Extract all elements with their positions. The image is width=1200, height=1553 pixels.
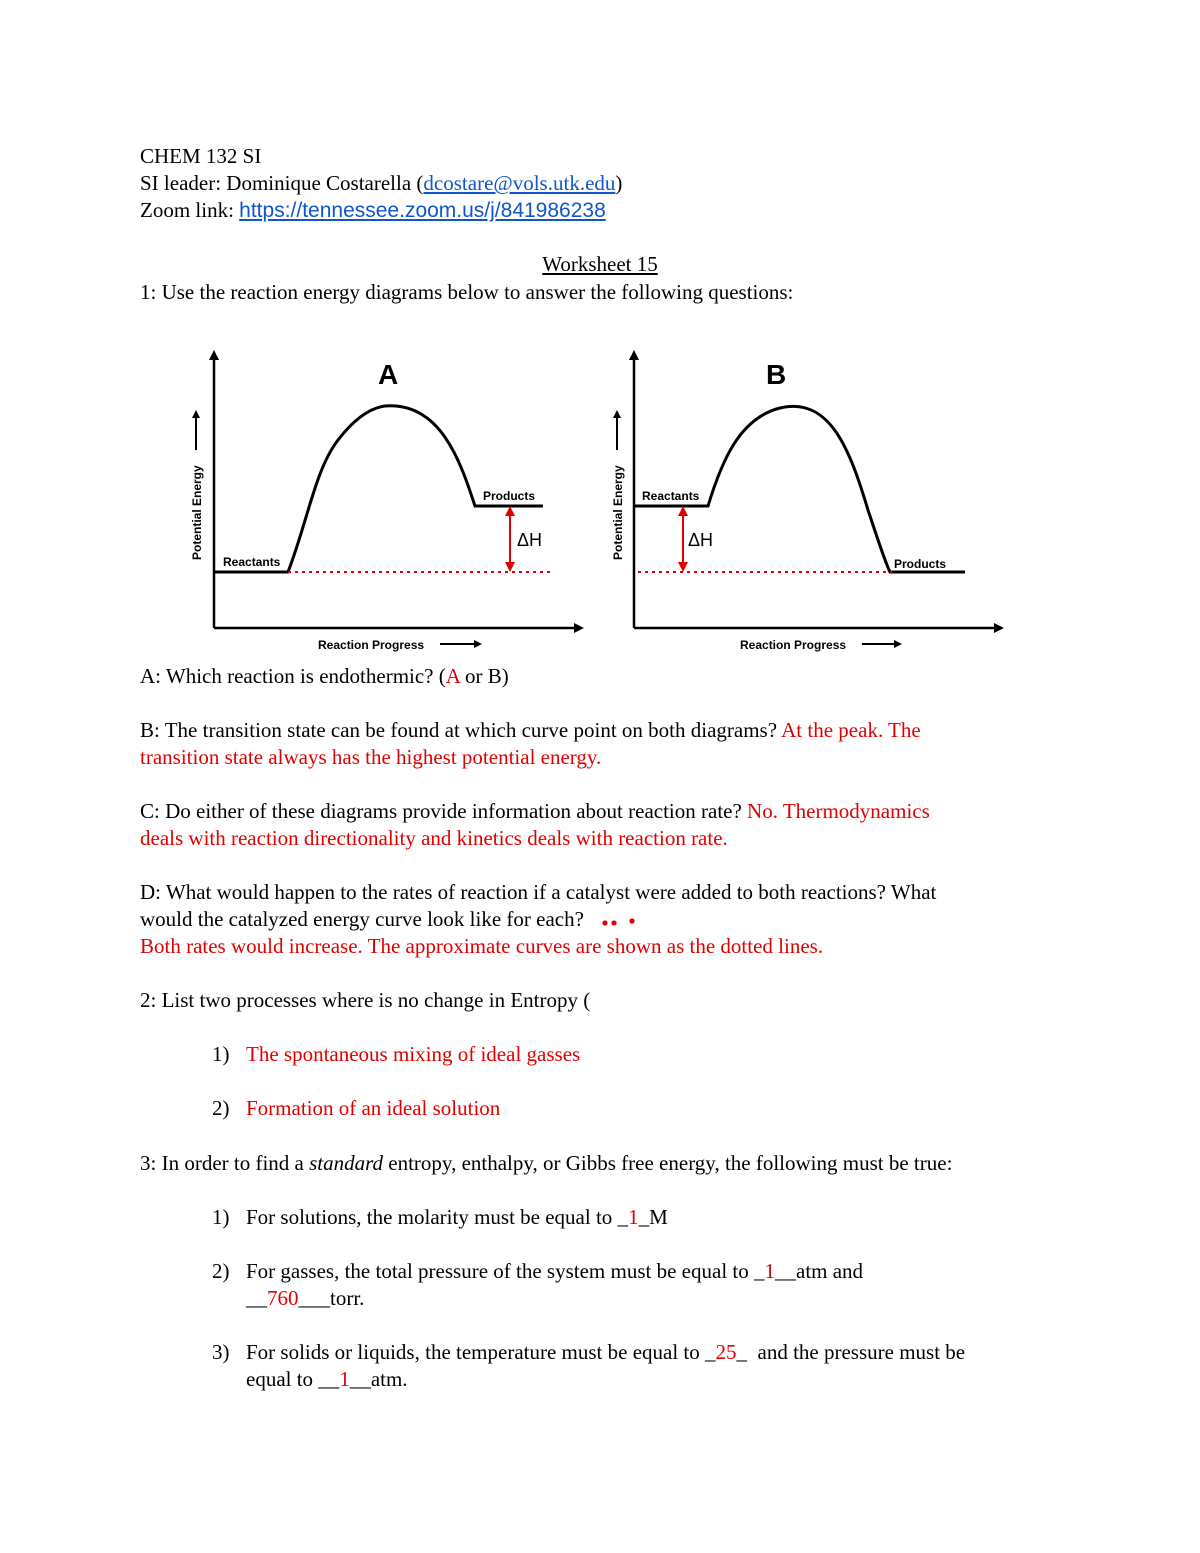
q1b-answer-part1: At the peak. The [781, 718, 921, 742]
q1d-question-part2: would the catalyzed energy curve look like for each? [140, 907, 584, 931]
q1c-question: C: Do either of these diagrams provide information about reaction rate? [140, 799, 748, 823]
q3-item-2-line1 [212, 1258, 863, 1285]
q2-prompt: 2: List two processes where is no change in Entropy ( [140, 988, 591, 1012]
diagram-a-reactants-label: Reactants [223, 555, 281, 569]
q3-prompt-end: entropy, enthalpy, or Gibbs free energy, the following must be true: [383, 1151, 953, 1175]
q3-item-3-line2 [246, 1366, 408, 1393]
zoom-label: Zoom link: [140, 198, 240, 222]
diagram-b-title: B [766, 359, 787, 390]
q3-item-3-answer-temp: 25 [715, 1340, 737, 1364]
si-leader-label: SI leader: Dominique Costarella ( [140, 171, 424, 195]
diagram-b [611, 350, 1004, 652]
q3-item-2-line2 [246, 1285, 364, 1312]
q2-item-2 [212, 1095, 500, 1122]
diagram-a-x-label: Reaction Progress [318, 638, 425, 652]
diagram-a-delta-h-down-icon [505, 562, 515, 572]
si-leader-line [140, 170, 622, 197]
q3-item-3-line1 [212, 1339, 965, 1366]
q1b-answer-part2: transition state always has the highest potential energy. [140, 745, 602, 769]
q1c-answer-part1: No. Thermodynamics [747, 799, 930, 823]
energy-diagrams [140, 340, 1020, 660]
diagram-b-x-label: Reaction Progress [740, 638, 847, 652]
diagram-b-y-arrow-icon [629, 350, 639, 360]
si-leader-close: ) [615, 171, 623, 195]
red-dots-icon [597, 913, 647, 929]
q1a-question: A: Which reaction is endothermic? ( [140, 664, 446, 688]
q3-item-3-unit: __atm. [349, 1367, 408, 1391]
q1d-question-line2 [140, 906, 647, 933]
diagram-b-reactants-label: Reactants [642, 489, 700, 503]
q3-item-1-text: For solutions, the molarity must be equal to _ [246, 1205, 629, 1229]
q2-item-1-number: 1) [212, 1042, 230, 1066]
q3-item-2-number: 2) [212, 1259, 230, 1283]
q3-item-2-answer-torr: 760 [267, 1286, 299, 1310]
q3-prompt-start: 3: In order to find a [140, 1151, 310, 1175]
diagram-a-products-label: Products [483, 489, 536, 503]
q3-item-1 [212, 1204, 668, 1231]
q1c-answer-part2: deals with reaction directionality and kinetics deals with reaction rate. [140, 826, 728, 850]
worksheet-title: Worksheet 15 [542, 252, 658, 276]
q2-item-2-text: Formation of an ideal solution [246, 1096, 501, 1120]
q3-item-3-text: For solids or liquids, the temperature must be equal to _ [246, 1340, 716, 1364]
q1a-question-tail: or B) [459, 664, 509, 688]
diagram-b-delta-h-label: ΔH [688, 530, 714, 550]
q3-item-1-number: 1) [212, 1205, 230, 1229]
q3-item-2-blank-start: __ [246, 1286, 267, 1310]
diagram-a [190, 350, 584, 652]
q1d-answer: Both rates would increase. The approximate curves are shown as the dotted lines. [140, 934, 824, 958]
diagram-b-y-label: Potential Energy [611, 465, 625, 560]
diagram-a-x-label-arrow-icon [474, 640, 482, 648]
q1b-line1 [140, 717, 921, 744]
q3-prompt-emphasis: standard [309, 1151, 384, 1175]
q3-item-2-mid: __atm and [775, 1259, 864, 1283]
diagram-a-y-label-arrow-icon [192, 410, 200, 418]
diagram-a-y-arrow-icon [209, 350, 219, 360]
zoom-link[interactable]: https://tennessee.zoom.us/j/841986238 [239, 199, 606, 222]
q3-item-2-text: For gasses, the total pressure of the system must be equal to _ [246, 1259, 765, 1283]
q1-prompt: 1: Use the reaction energy diagrams below to answer the following questions: [140, 280, 794, 304]
diagram-b-delta-h-down-icon [678, 562, 688, 572]
diagram-b-y-label-arrow-icon [613, 410, 621, 418]
q3-item-3-answer-pressure: 1 [339, 1367, 350, 1391]
q3-item-2-answer-atm: 1 [764, 1259, 775, 1283]
q3-prompt [140, 1150, 952, 1177]
diagram-a-y-label: Potential Energy [190, 465, 204, 560]
email-link[interactable]: dcostare@vols.utk.edu [423, 171, 616, 195]
q3-item-1-unit: _M [638, 1205, 668, 1229]
q3-item-1-answer: 1 [628, 1205, 639, 1229]
q3-item-3-blank-start: equal to __ [246, 1367, 340, 1391]
diagram-b-x-label-arrow-icon [894, 640, 902, 648]
course-title: CHEM 132 SI [140, 144, 262, 168]
q2-item-1 [212, 1041, 580, 1068]
q3-item-3-mid: _ and the pressure must be [736, 1340, 966, 1364]
q1d-question-line1: D: What would happen to the rates of reaction if a catalyst were added to both reactions? What [140, 880, 937, 904]
q2-item-1-text: The spontaneous mixing of ideal gasses [246, 1042, 581, 1066]
q3-item-3-number: 3) [212, 1340, 230, 1364]
zoom-line [140, 197, 606, 224]
q1a-line [140, 663, 509, 690]
q2-item-2-number: 2) [212, 1096, 230, 1120]
diagram-b-x-arrow-icon [994, 623, 1004, 633]
q1a-answer: A [445, 664, 460, 688]
diagram-a-title: A [378, 359, 399, 390]
diagram-b-products-label: Products [894, 557, 947, 571]
diagram-a-x-arrow-icon [574, 623, 584, 633]
diagram-a-delta-h-label: ΔH [517, 530, 543, 550]
q1c-line1 [140, 798, 930, 825]
q1b-question: B: The transition state can be found at which curve point on both diagrams? [140, 718, 782, 742]
q3-item-2-unit: ___torr. [298, 1286, 365, 1310]
